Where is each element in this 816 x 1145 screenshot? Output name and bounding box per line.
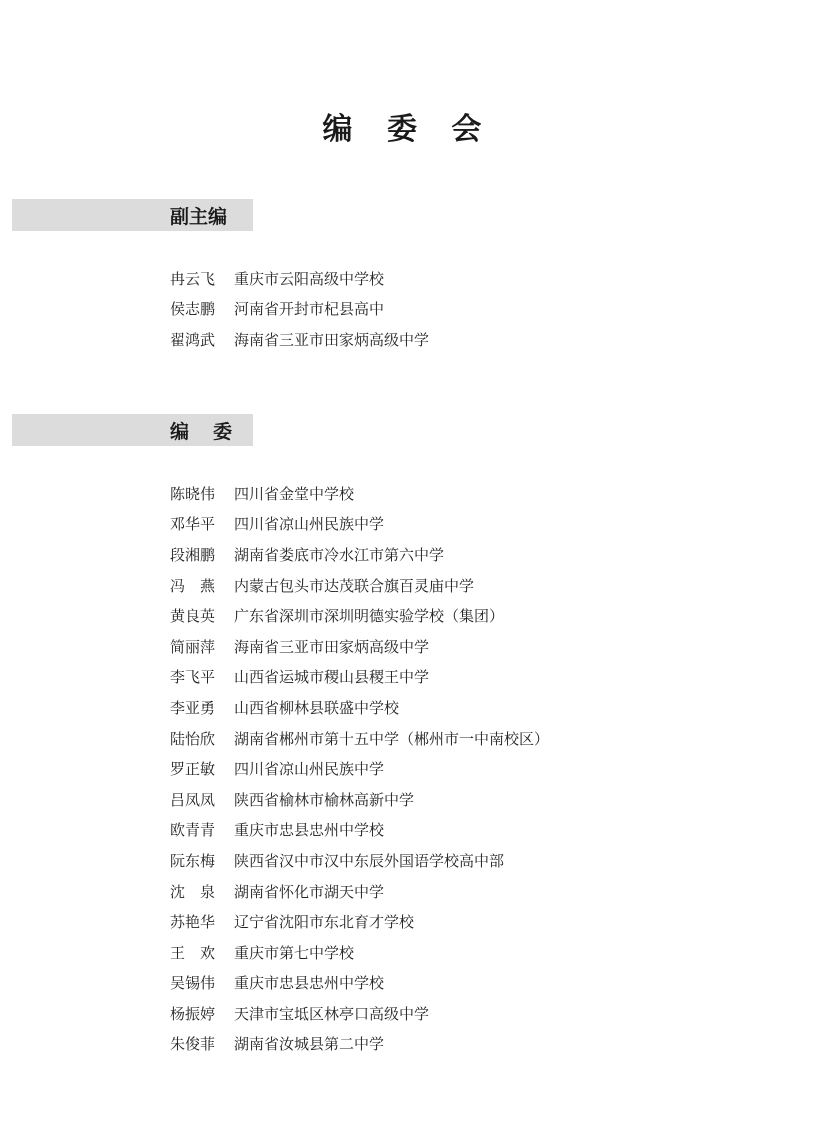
list-item (170, 815, 549, 846)
list-item (170, 631, 549, 662)
section-header-editorial-members (12, 414, 257, 446)
person-school: 天津市宝坻区林亭口高级中学 (234, 1004, 430, 1023)
list-item (170, 998, 549, 1029)
list-item (170, 845, 549, 876)
person-name: 翟鸿武 (170, 330, 216, 349)
person-school: 内蒙古包头市达茂联合旗百灵庙中学 (234, 576, 475, 595)
person-name: 冯 燕 (170, 576, 216, 595)
person-school: 海南省三亚市田家炳高级中学 (234, 330, 430, 349)
list-item (170, 784, 549, 815)
person-school: 广东省深圳市深圳明德实验学校（集团） (234, 607, 505, 626)
person-school: 陕西省榆林市榆林高新中学 (234, 790, 415, 809)
person-name: 杨振婷 (170, 1004, 216, 1023)
person-school: 重庆市忠县忠州中学校 (234, 821, 385, 840)
person-school: 重庆市忠县忠州中学校 (234, 974, 385, 993)
list-item (170, 692, 549, 723)
person-school: 湖南省郴州市第十五中学（郴州市一中南校区） (234, 729, 550, 748)
person-school: 陕西省汉中市汉中东辰外国语学校高中部 (234, 851, 505, 870)
list-item (170, 324, 429, 355)
list-item (170, 662, 549, 693)
person-school: 辽宁省沈阳市东北育才学校 (234, 913, 415, 932)
person-name: 李飞平 (170, 668, 216, 687)
person-name: 吕凤凤 (170, 790, 216, 809)
person-school: 四川省凉山州民族中学 (234, 515, 385, 534)
person-school: 重庆市第七中学校 (234, 943, 355, 962)
list-item (170, 263, 429, 294)
person-school: 四川省金堂中学校 (234, 484, 355, 503)
person-school: 湖南省怀化市湖天中学 (234, 882, 385, 901)
person-name: 阮东梅 (170, 851, 216, 870)
list-item (170, 1029, 549, 1060)
person-school: 四川省凉山州民族中学 (234, 760, 385, 779)
page-title: 编 委 会 (322, 112, 494, 147)
list-item (170, 478, 549, 509)
person-name: 段湘鹏 (170, 545, 216, 564)
person-name: 王 欢 (170, 943, 216, 962)
section-title: 副主编 (170, 206, 228, 228)
person-school: 湖南省娄底市冷水江市第六中学 (234, 545, 445, 564)
person-name: 罗正敏 (170, 760, 216, 779)
list-item (170, 906, 549, 937)
list-item (170, 539, 549, 570)
person-name: 李亚勇 (170, 698, 216, 717)
person-name: 苏艳华 (170, 913, 216, 932)
person-name: 吴锡伟 (170, 974, 216, 993)
person-school: 重庆市云阳高级中学校 (234, 269, 385, 288)
person-name: 邓华平 (170, 515, 216, 534)
person-name: 黄良英 (170, 607, 216, 626)
person-name: 陆怡欣 (170, 729, 216, 748)
person-name: 欧青青 (170, 821, 216, 840)
list-item (170, 723, 549, 754)
list-item (170, 753, 549, 784)
deputy-editor-list (170, 263, 429, 355)
list-item (170, 968, 549, 999)
person-school: 河南省开封市杞县高中 (234, 300, 385, 319)
person-name: 冉云飞 (170, 269, 216, 288)
list-item (170, 876, 549, 907)
person-school: 海南省三亚市田家炳高级中学 (234, 637, 430, 656)
section-header-deputy-editors (12, 199, 253, 231)
section-title: 编委 (170, 421, 257, 443)
person-name: 沈 泉 (170, 882, 216, 901)
person-school: 湖南省汝城县第二中学 (234, 1035, 385, 1054)
person-name: 侯志鹏 (170, 300, 216, 319)
list-item (170, 600, 549, 631)
list-item (170, 937, 549, 968)
person-school: 山西省运城市稷山县稷王中学 (234, 668, 430, 687)
list-item (170, 509, 549, 540)
person-name: 朱俊菲 (170, 1035, 216, 1054)
editorial-member-list (170, 478, 549, 1059)
list-item (170, 570, 549, 601)
person-name: 陈晓伟 (170, 484, 216, 503)
person-name: 简丽萍 (170, 637, 216, 656)
list-item (170, 294, 429, 325)
person-school: 山西省柳林县联盛中学校 (234, 698, 400, 717)
